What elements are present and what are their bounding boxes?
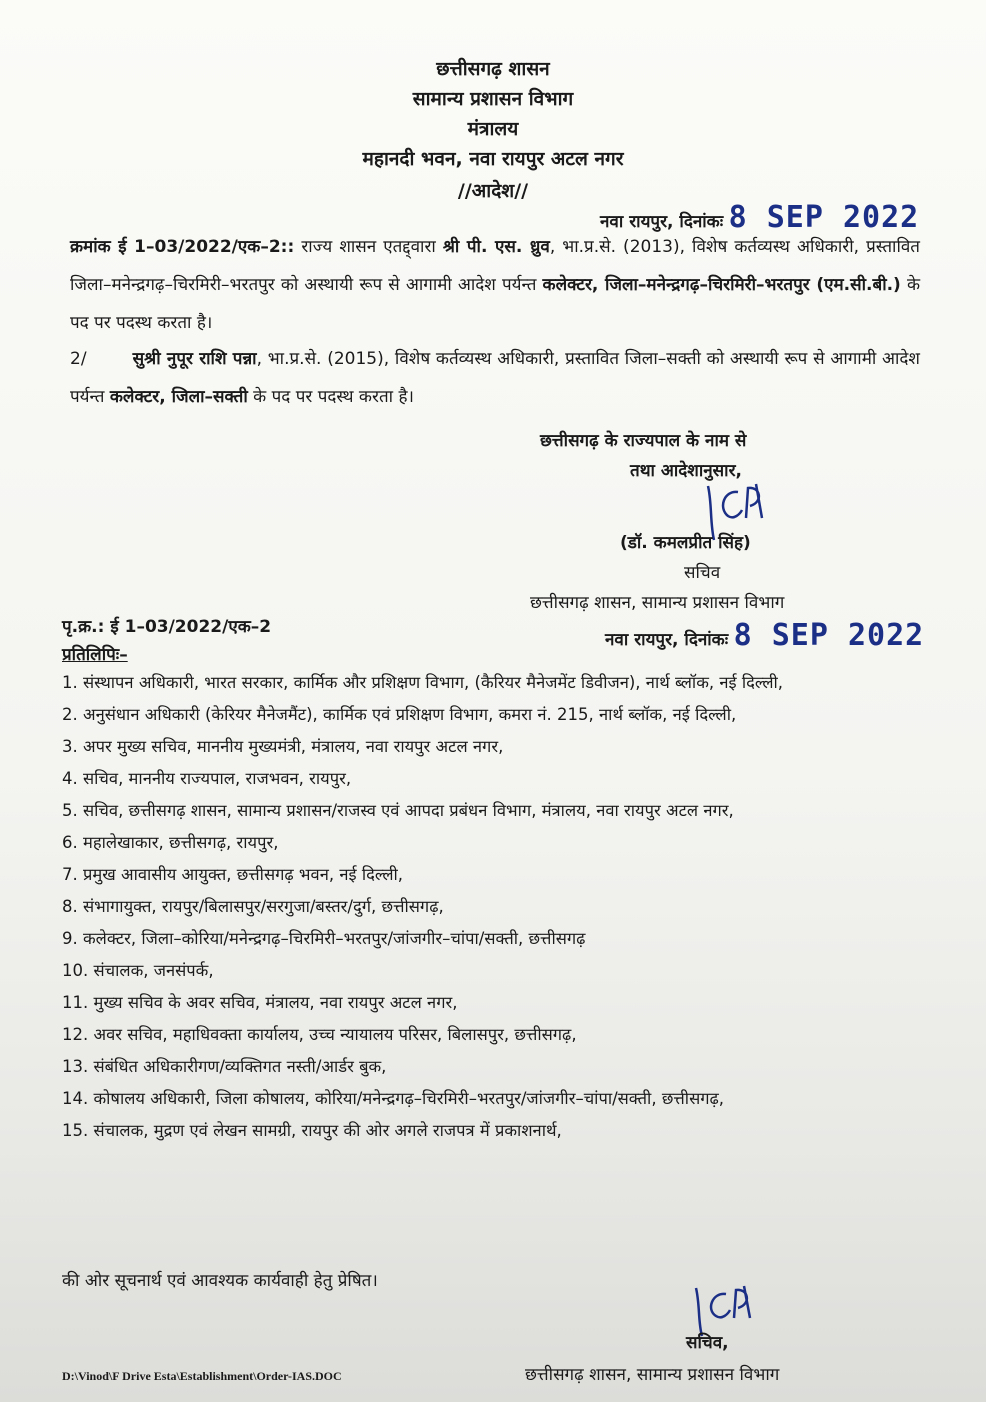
list-item: 10. संचालक, जनसंपर्क, [62,961,214,980]
signer-name: (डॉ. कमलप्रीत सिंह) [620,533,751,553]
officer-name-1: श्री पी. एस. ध्रुव [442,237,550,257]
order-reference: क्रमांक ई 1–03/2022/एक–2:: [70,237,295,257]
list-item: 3. अपर मुख्य सचिव, माननीय मुख्यमंत्री, मंत्रालय, नवा रायपुर अटल नगर, [62,737,504,756]
endorsement-date-line [605,618,924,653]
posting-2: कलेक्टर, जिला–सक्ती [109,387,248,407]
order-date-stamp: 8 SEP 2022 [728,200,920,235]
para1-text-2: , भा.प्र.से. (2013), विशेष कर्तव्यस्थ अधिकारी, प्रस्तावित जिला–मनेन्द्रगढ़–चिरमिरी–भरतपुर को अस्थायी रूप से आगामी आदेश पर्यन्त [70,237,920,295]
header-govt: छत्तीसगढ़ शासन [436,58,550,80]
endorsement-date-place: नवा रायपुर, दिनांकः [605,630,729,650]
list-item: 7. प्रमुख आवासीय आयुक्त, छत्तीसगढ़ भवन, नई दिल्ली, [62,865,404,884]
closing-designation: सचिव, [686,1333,729,1353]
copy-label-text: प्रतिलिपिः– [62,645,128,665]
para2-text-1: , भा.प्र.से. (2015), विशेष कर्तव्यस्थ अधिकारी, प्रस्तावित जिला–सक्ती को अस्थायी रूप से आगामी आदेश पर्यन्त [70,349,920,407]
list-item: 2. अनुसंधान अधिकारी (केरियर मैनेजमैंट), कार्मिक एवं प्रशिक्षण विभाग, कमरा नं. 215, नार्थ ब्लॉक, नई दिल्ली, [62,705,737,724]
header-ministry: मंत्रालय [467,118,519,140]
header-address: महानदी भवन, नवा रायपुर अटल नगर [362,148,624,170]
para1-text-1: राज्य शासन एतद्द्वारा [294,237,443,257]
list-item: 15. संचालक, मुद्रण एवं लेखन सामग्री, रायपुर की ओर अगले राजपत्र में प्रकाशनार्थ, [62,1121,562,1140]
endorsement-reference: पृ.क्र.: ई 1–03/2022/एक–2 [62,617,272,637]
list-item: 1. संस्थापन अधिकारी, भारत सरकार, कार्मिक और प्रशिक्षण विभाग, (कैरियर मैनेजमेंट डिवीजन), नार्थ ब्लॉक, नई दिल्ली, [62,673,784,692]
list-item: 12. अवर सचिव, महाधिवक्ता कार्यालय, उच्च न्यायालय परिसर, बिलासपुर, छत्तीसगढ़, [62,1025,577,1044]
endorsement-date-stamp: 8 SEP 2022 [733,618,925,653]
order-paragraph-2 [70,340,920,416]
list-item: 9. कलेक्टर, जिला–कोरिया/मनेन्द्रगढ़–चिरमिरी–भरतपुर/जांजगीर–चांपा/सक्ती, छत्तीसगढ़ [62,929,586,948]
file-path-footer: D:\Vinod\F Drive Esta\Establishment\Order-IAS.DOC [62,1369,342,1383]
list-item: 8. संभागायुक्त, रायपुर/बिलासपुर/सरगुजा/बस्तर/दुर्ग, छत्तीसगढ़, [62,897,444,916]
signer-designation: सचिव [684,563,721,583]
list-item: 4. सचिव, माननीय राज्यपाल, राजभवन, रायपुर, [62,769,352,788]
officer-name-2: सुश्री नुपूर राशि पन्ना [132,349,257,369]
copy-label [62,642,128,665]
authority-line-1: छत्तीसगढ़ के राज्यपाल के नाम से [540,431,747,451]
para2-number: 2/ [70,349,87,369]
list-item: 6. महालेखाकार, छत्तीसगढ़, रायपुर, [62,833,279,852]
copy-list [62,670,934,1150]
list-item: 13. संबंधित अधिकारीगण/व्यक्तिगत नस्ती/आर्डर बुक, [62,1057,387,1076]
list-item: 5. सचिव, छत्तीसगढ़ शासन, सामान्य प्रशासन/राजस्व एवं आपदा प्रबंधन विभाग, मंत्रालय, नवा रायपुर अटल नगर, [62,801,734,820]
authority-line-2: तथा आदेशानुसार, [630,461,742,481]
posting-1: कलेक्टर, जिला–मनेन्द्रगढ़–चिरमिरी–भरतपुर (एम.सी.बी.) [542,275,901,295]
header-department: सामान्य प्रशासन विभाग [412,88,574,110]
para1-text-3: के पद पर पदस्थ करता है। [70,275,921,333]
order-paragraph-1 [70,228,920,342]
order-title: //आदेश// [457,180,529,202]
para2-text-2: के पद पर पदस्थ करता है। [247,387,414,407]
list-item: 11. मुख्य सचिव के अवर सचिव, मंत्रालय, नवा रायपुर अटल नगर, [62,993,458,1012]
list-item: 14. कोषालय अधिकारी, जिला कोषालय, कोरिया/मनेन्द्रगढ़–चिरमिरी–भरतपुर/जांजगीर–चांपा/सक्ती, छत्तीसगढ़, [62,1089,725,1108]
order-date-place: नवा रायपुर, दिनांकः [600,212,724,232]
forward-note: की ओर सूचनार्थ एवं आवश्यक कार्यवाही हेतु प्रेषित। [62,1271,378,1291]
signer-department: छत्तीसगढ़ शासन, सामान्य प्रशासन विभाग [530,593,785,613]
closing-department: छत्तीसगढ़ शासन, सामान्य प्रशासन विभाग [525,1365,780,1385]
